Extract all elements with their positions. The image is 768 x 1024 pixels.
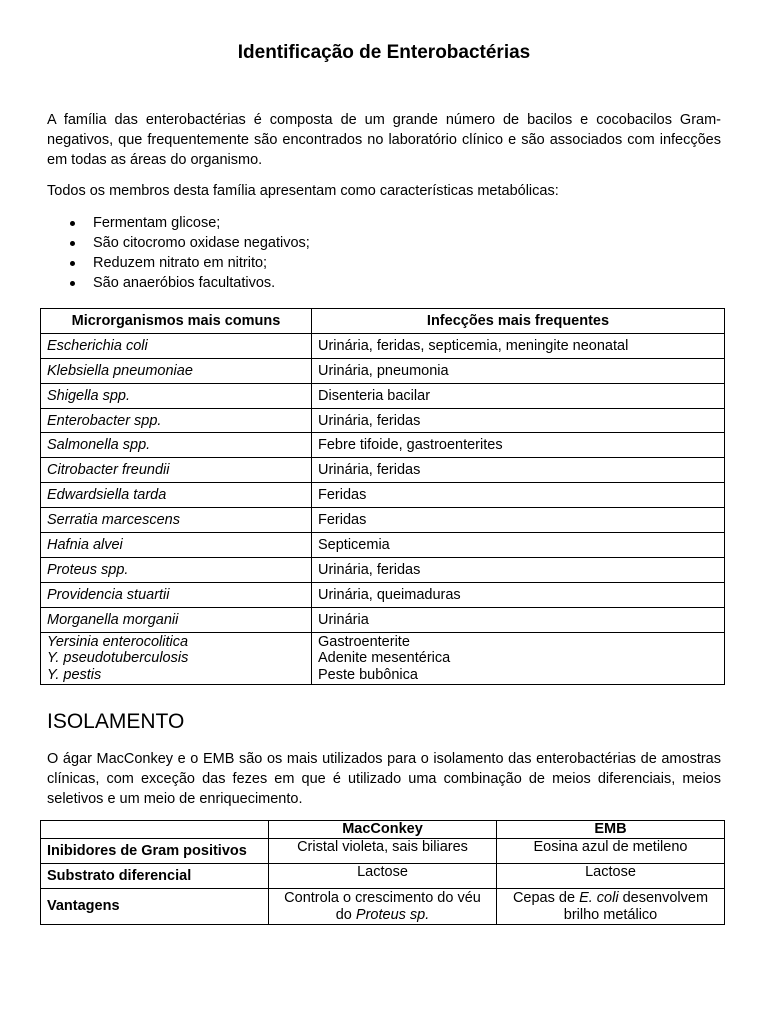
intro-paragraph: A família das enterobactérias é composta de um grande número de bacilos e cocobacilos Gram-negativos, que frequentemente são encontrados no laboratório clínico e são associados com infecções em todas as áreas do organismo. (47, 112, 721, 168)
emb-cell (497, 889, 725, 925)
organism-cell: Edwardsiella tarda (41, 483, 312, 508)
infection-line: Peste bubônica (318, 666, 418, 683)
infection-cell: Febre tifoide, gastroenterites (312, 433, 725, 458)
infection-cell: Urinária, pneumonia (312, 358, 725, 383)
infection-cell: Septicemia (312, 533, 725, 558)
table-row (41, 632, 725, 685)
organism-line: Y. pseudotuberculosis (47, 650, 189, 667)
organism-cell: Providencia stuartii (41, 582, 312, 607)
page-title: Identificação de Enterobactérias (237, 42, 531, 63)
table-row (41, 889, 725, 925)
organism-cell: Escherichia coli (41, 333, 312, 358)
table-row (41, 607, 725, 632)
infection-cell: Urinária, feridas, septicemia, meningite neonatal (312, 333, 725, 358)
cell-text: Cepas de (512, 889, 576, 906)
table-row (41, 483, 725, 508)
organism-cell: Morganella morganii (41, 607, 312, 632)
table-row (41, 333, 725, 358)
table-row (41, 582, 725, 607)
organism-cell: Citrobacter freundii (41, 458, 312, 483)
infection-cell: Urinária, queimaduras (312, 582, 725, 607)
section-heading: ISOLAMENTO (47, 710, 185, 733)
table-row (41, 864, 725, 889)
organism-cell: Proteus spp. (41, 557, 312, 582)
table-header-row (41, 821, 725, 839)
traits-intro: Todos os membros desta família apresentam como características metabólicas: (47, 183, 559, 199)
column-header: MacConkey (269, 821, 497, 839)
infection-cell: Urinária, feridas (312, 557, 725, 582)
infection-line: Gastroenterite (318, 633, 410, 650)
organism-cell: Salmonella spp. (41, 433, 312, 458)
emb-cell: Lactose (497, 864, 725, 889)
cell-italic-text: E. coli (579, 889, 619, 906)
table-row (41, 557, 725, 582)
emb-cell: Eosina azul de metileno (497, 839, 725, 864)
infection-cell (312, 632, 725, 685)
column-header (41, 821, 269, 839)
organism-cell: Shigella spp. (41, 383, 312, 408)
infection-cell: Urinária, feridas (312, 408, 725, 433)
cell-text: Controla o crescimento do véu do (284, 889, 481, 923)
infection-line: Adenite mesentérica (318, 650, 451, 667)
table-row (41, 533, 725, 558)
table-row (41, 408, 725, 433)
list-item: Fermentam glicose; (47, 213, 310, 233)
list-item: São citocromo oxidase negativos; (47, 233, 310, 253)
infection-cell: Feridas (312, 483, 725, 508)
column-header: Infecções mais frequentes (312, 309, 725, 334)
organisms-table (40, 308, 725, 685)
table-row (41, 508, 725, 533)
organism-cell: Klebsiella pneumoniae (41, 358, 312, 383)
column-header: Microrganismos mais comuns (41, 309, 312, 334)
organism-cell: Enterobacter spp. (41, 408, 312, 433)
traits-list (47, 213, 310, 293)
table-row (41, 433, 725, 458)
organism-cell: Hafnia alvei (41, 533, 312, 558)
media-comparison-table (40, 820, 725, 925)
organism-cell (41, 632, 312, 685)
row-header: Inibidores de Gram positivos (41, 839, 269, 864)
table-row (41, 383, 725, 408)
column-header: EMB (497, 821, 725, 839)
list-item: São anaeróbios facultativos. (47, 273, 310, 293)
infection-cell: Disenteria bacilar (312, 383, 725, 408)
table-row (41, 839, 725, 864)
organism-line: Y. pestis (47, 666, 102, 683)
row-header: Vantagens (41, 889, 269, 925)
table-header-row (41, 309, 725, 334)
organism-cell: Serratia marcescens (41, 508, 312, 533)
table-row (41, 358, 725, 383)
organism-line: Yersinia enterocolitica (47, 633, 189, 650)
cell-italic-text: Proteus sp. (355, 906, 430, 923)
list-item: Reduzem nitrato em nitrito; (47, 253, 310, 273)
table-row (41, 458, 725, 483)
infection-cell: Feridas (312, 508, 725, 533)
maconkey-cell: Lactose (269, 864, 497, 889)
maconkey-cell: Cristal violeta, sais biliares (269, 839, 497, 864)
isolation-paragraph: O ágar MacConkey e o EMB são os mais utilizados para o isolamento das enterobactérias de amostras clínicas, com exceção das fezes em que é utilizado uma combinação de meios diferenciais, meios seletivos e um meio de enriquecimento. (47, 751, 721, 807)
row-header: Substrato diferencial (41, 864, 269, 889)
infection-cell: Urinária (312, 607, 725, 632)
cell-text: desenvolvem brilho metálico (563, 889, 709, 923)
maconkey-cell (269, 889, 497, 925)
infection-cell: Urinária, feridas (312, 458, 725, 483)
